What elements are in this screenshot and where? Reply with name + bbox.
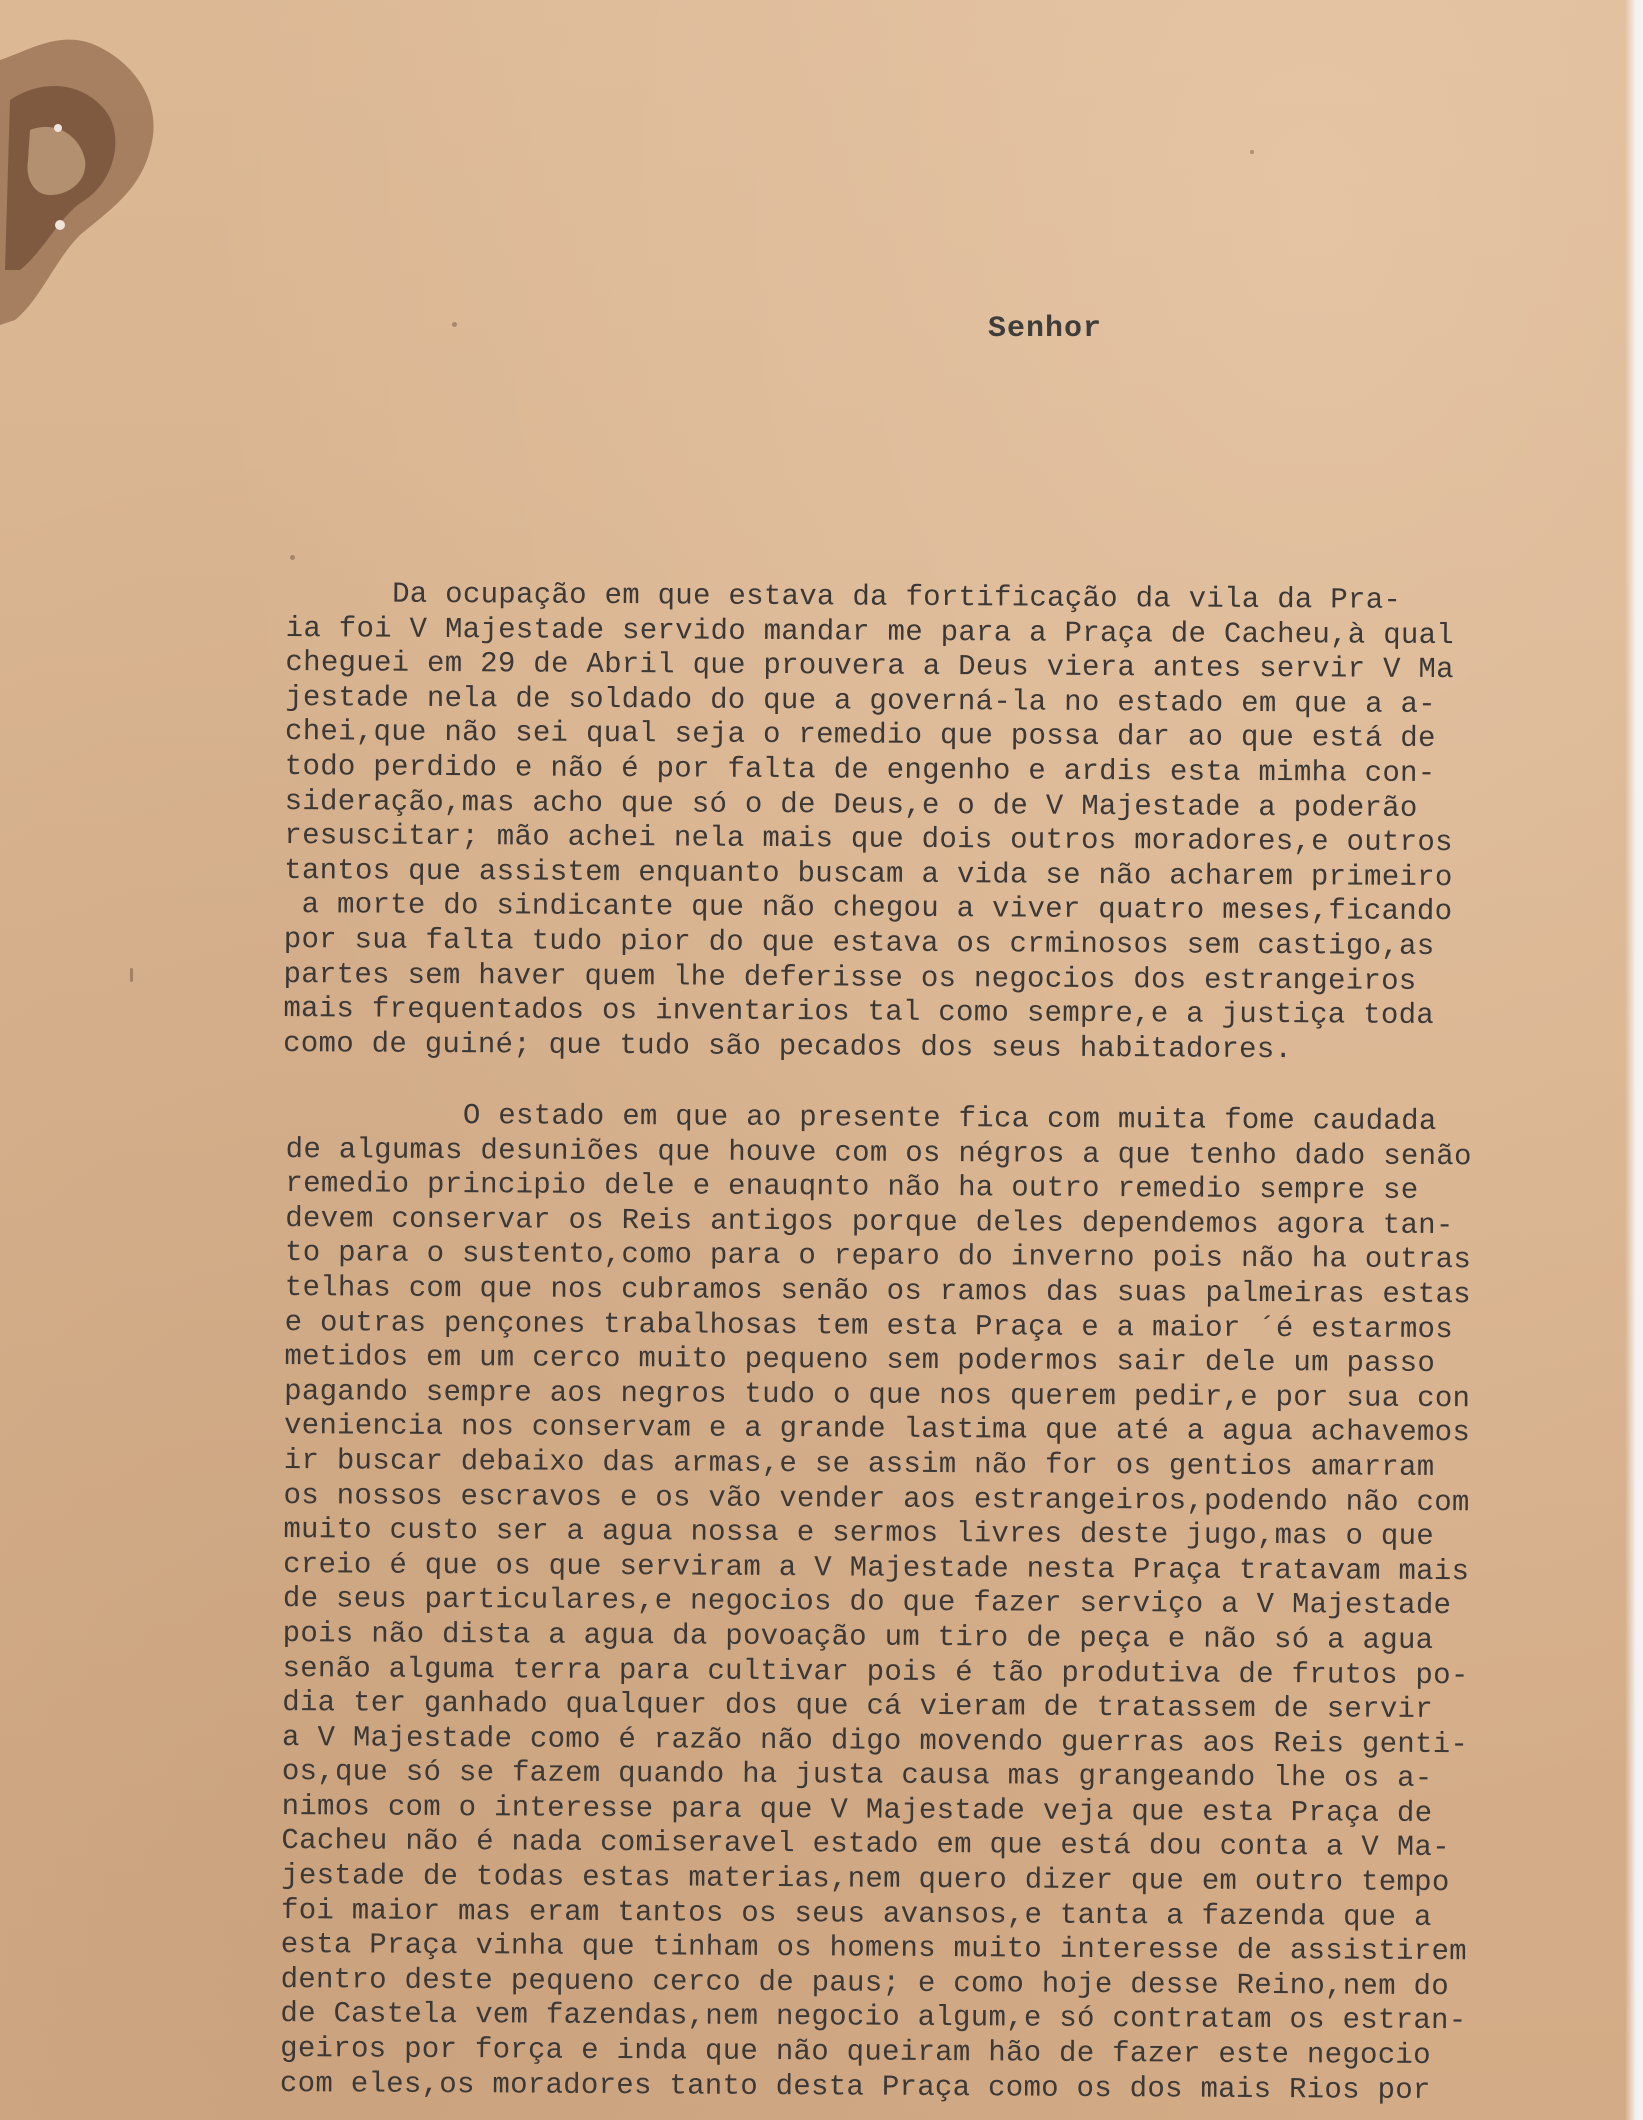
text-line: O estado em que ao presente fica com muita fome caudada — [285, 1098, 1437, 1139]
text-line: todo perdido e não é por falta de engenho e ardis esta mimha con- — [284, 749, 1436, 790]
text-line: resuscitar; mão achei nela mais que dois outros moradores,e outros — [284, 819, 1453, 860]
text-line: ia foi V Majestade servido mandar me para a Praça de Cacheu,à qual — [285, 611, 1455, 652]
text-line: dia ter ganhado qualquer dos que cá vieram de tratassem de servir — [282, 1686, 1434, 1727]
text-line: telhas com que nos cubramos senão os ramos das suas palmeiras estas — [284, 1270, 1472, 1312]
paragraph-1 — [283, 577, 1626, 1069]
text-line: remedio principio dele e enauqnto não ha outro remedio sempre se — [285, 1167, 1419, 1208]
text-line: de algumas desuniões que houve com os négros a que tenho dado senão — [285, 1132, 1472, 1173]
text-line: pagando sempre aos negros tudo o que nos querem pedir,e por sua con — [284, 1374, 1471, 1415]
text-line: e outras pençones trabalhosas tem esta Praça e a maior ´é estarmos — [284, 1305, 1454, 1346]
text-line: a V Majestade como é razão não digo movendo guerras aos Reis genti- — [281, 1720, 1469, 1761]
text-line: os nossos escravos e os vão vender aos estrangeiros,podendo não com — [283, 1478, 1470, 1519]
paper-speck — [452, 322, 457, 327]
text-line: chei,que não sei qual seja o remedio que possa dar ao que está de — [284, 715, 1436, 756]
text-line: veniencia nos conservam e a grande lastima que até a agua achavemos — [283, 1409, 1471, 1450]
salutation: Senhor — [988, 312, 1103, 346]
text-line: geiros por força e inda que não queiram hão de fazer este negocio — [280, 2032, 1431, 2073]
text-line: cheguei em 29 de Abril que prouvera a Deus viera antes servir V Ma — [285, 646, 1454, 687]
text-line: tantos que assistem enquanto buscam a vida se não acharem primeiro — [284, 853, 1453, 894]
text-line: Da ocupação em que estava da fortificação da vila da Pra- — [285, 577, 1402, 617]
text-line: nimos com o interesse para que V Majestade veja que esta Praça de — [281, 1789, 1433, 1830]
page-edge — [1625, 0, 1643, 2120]
paragraph-2 — [280, 1098, 1626, 2109]
text-line: com eles,os moradores tanto desta Praça como os dos mais Rios por — [279, 2066, 1431, 2107]
text-line: metidos em um cerco muito pequeno sem podermos sair dele um passo — [284, 1340, 1436, 1381]
text-line: a morte do sindicante que não chegou a viver quatro meses,ficando — [283, 888, 1453, 929]
text-line: sideração,mas acho que só o de Deus,e o de V Majestade a poderão — [284, 784, 1418, 825]
text-line: os,que só se fazem quando ha justa causa mas grangeando lhe os a- — [281, 1755, 1433, 1796]
text-line: por sua falta tudo pior do que estava os crminosos sem castigo,as — [283, 922, 1435, 963]
text-line: to para o sustento,como para o reparo do inverno pois não ha outras — [284, 1236, 1472, 1277]
water-stain — [0, 20, 170, 340]
text-line: jestade nela de soldado do que a governá-la no estado em que a a- — [285, 680, 1437, 721]
text-line: senão alguma terra para cultivar pois é tão produtiva de frutos po- — [282, 1651, 1469, 1692]
text-line: dentro deste pequeno cerco de paus; e como hoje desse Reino,nem do — [280, 1962, 1450, 2003]
paper-speck — [290, 555, 295, 560]
text-line: jestade de todas estas materias,nem quero dizer que em outro tempo — [281, 1859, 1450, 1900]
paper-speck — [130, 968, 133, 982]
text-line: devem conservar os Reis antigos porque deles dependemos agora tan- — [285, 1201, 1454, 1242]
text-line: pois não dista a agua da povoação um tiro de peça e não só a agua — [282, 1616, 1434, 1657]
text-line: ir buscar debaixo das armas,e se assim não for os gentios amarram — [283, 1443, 1435, 1484]
text-line: Cacheu não é nada comiseravel estado em que está dou conta a V Ma- — [281, 1824, 1450, 1865]
text-line: de Castela vem fazendas,nem negocio algum,e só contratam os estran- — [280, 1997, 1467, 2038]
text-line: mais frequentados os inventarios tal como sempre,e a justiça toda — [283, 992, 1435, 1033]
text-line: de seus particulares,e negocios do que fazer serviço a V Majestade — [282, 1582, 1452, 1623]
text-line: creio é que os que serviram a V Majestade nesta Praça tratavam mais — [283, 1547, 1470, 1588]
text-line: como de guiné; que tudo são pecados dos seus habitadores. — [283, 1026, 1293, 1066]
paper-speck — [1250, 150, 1254, 154]
text-line: partes sem haver quem lhe deferisse os negocios dos estrangeiros — [283, 957, 1417, 998]
text-line: foi maior mas eram tantos os seus avansos,e tanta a fazenda que a — [280, 1893, 1432, 1934]
text-line: muito custo ser a agua nossa e sermos livres deste jugo,mas o que — [283, 1513, 1435, 1554]
text-line: esta Praça vinha que tinham os homens muito interesse de assistirem — [280, 1928, 1467, 1969]
